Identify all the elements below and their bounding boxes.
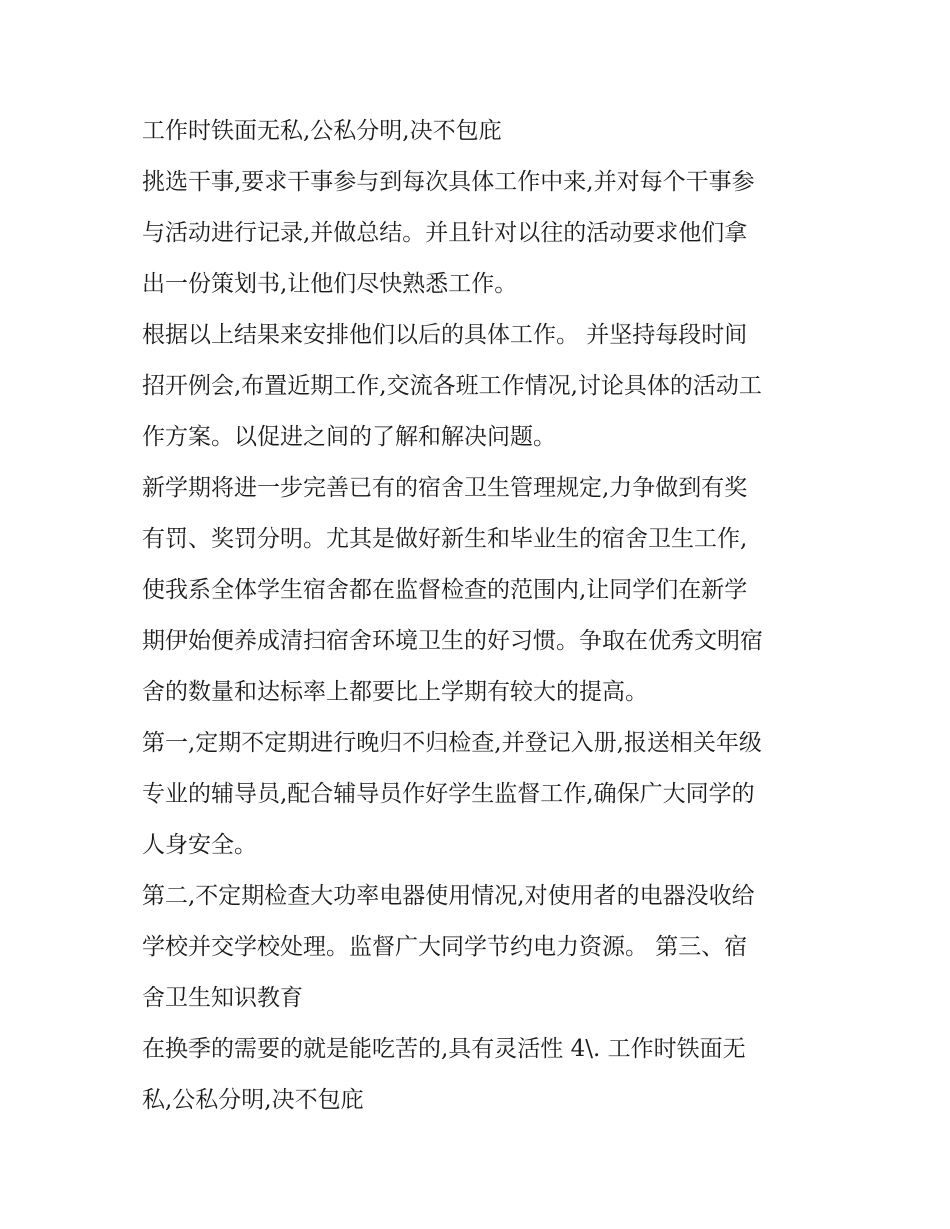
paragraph-2 [142, 163, 832, 303]
document-body [142, 112, 832, 1132]
text-line: 期伊始便养成清扫宿舍环境卫生的好习惯。争取在优秀文明宿 [142, 628, 763, 654]
text-line: 专业的辅导员,配合辅导员作好学生监督工作,确保广大同学的 [142, 781, 755, 807]
paragraph-5 [142, 724, 832, 864]
text-line: 工作时铁面无私,公私分明,决不包庇 [142, 118, 502, 144]
paragraph-4 [142, 469, 832, 711]
paragraph-6 [142, 877, 832, 1017]
text-line: 舍的数量和达标率上都要比上学期有较大的提高。 [142, 679, 648, 705]
text-line: 作方案。以促进之间的了解和解决问题。 [142, 424, 556, 450]
text-line: 根据以上结果来安排他们以后的具体工作。 并坚持每段时间 [142, 322, 748, 348]
text-line: 与活动进行记录,并做总结。并且针对以往的活动要求他们拿 [142, 220, 748, 246]
text-line: 在换季的需要的就是能吃苦的,具有灵活性 4\. 工作时铁面无 [142, 1036, 746, 1062]
text-line: 学校并交学校处理。监督广大同学节约电力资源。 第三、宿 [142, 934, 748, 960]
text-line: 私,公私分明,决不包庇 [142, 1087, 364, 1113]
text-line: 挑选干事,要求干事参与到每次具体工作中来,并对每个干事参 [142, 169, 755, 195]
text-line: 第一,定期不定期进行晚归不归检查,并登记入册,报送相关年级 [142, 730, 762, 756]
text-line: 第二,不定期检查大功率电器使用情况,对使用者的电器没收给 [142, 883, 755, 909]
paragraph-1 [142, 112, 832, 150]
text-line: 使我系全体学生宿舍都在监督检查的范围内,让同学们在新学 [142, 577, 748, 603]
text-line: 人身安全。 [142, 832, 257, 858]
paragraph-3 [142, 316, 832, 456]
text-line: 新学期将进一步完善已有的宿舍卫生管理规定,力争做到有奖 [142, 475, 748, 501]
text-line: 有罚、奖罚分明。尤其是做好新生和毕业生的宿舍卫生工作, [142, 526, 748, 552]
paragraph-7 [142, 1030, 832, 1119]
text-line: 舍卫生知识教育 [142, 985, 303, 1011]
text-line: 出一份策划书,让他们尽快熟悉工作。 [142, 271, 518, 297]
text-line: 招开例会,布置近期工作,交流各班工作情况,讨论具体的活动工 [142, 373, 762, 399]
